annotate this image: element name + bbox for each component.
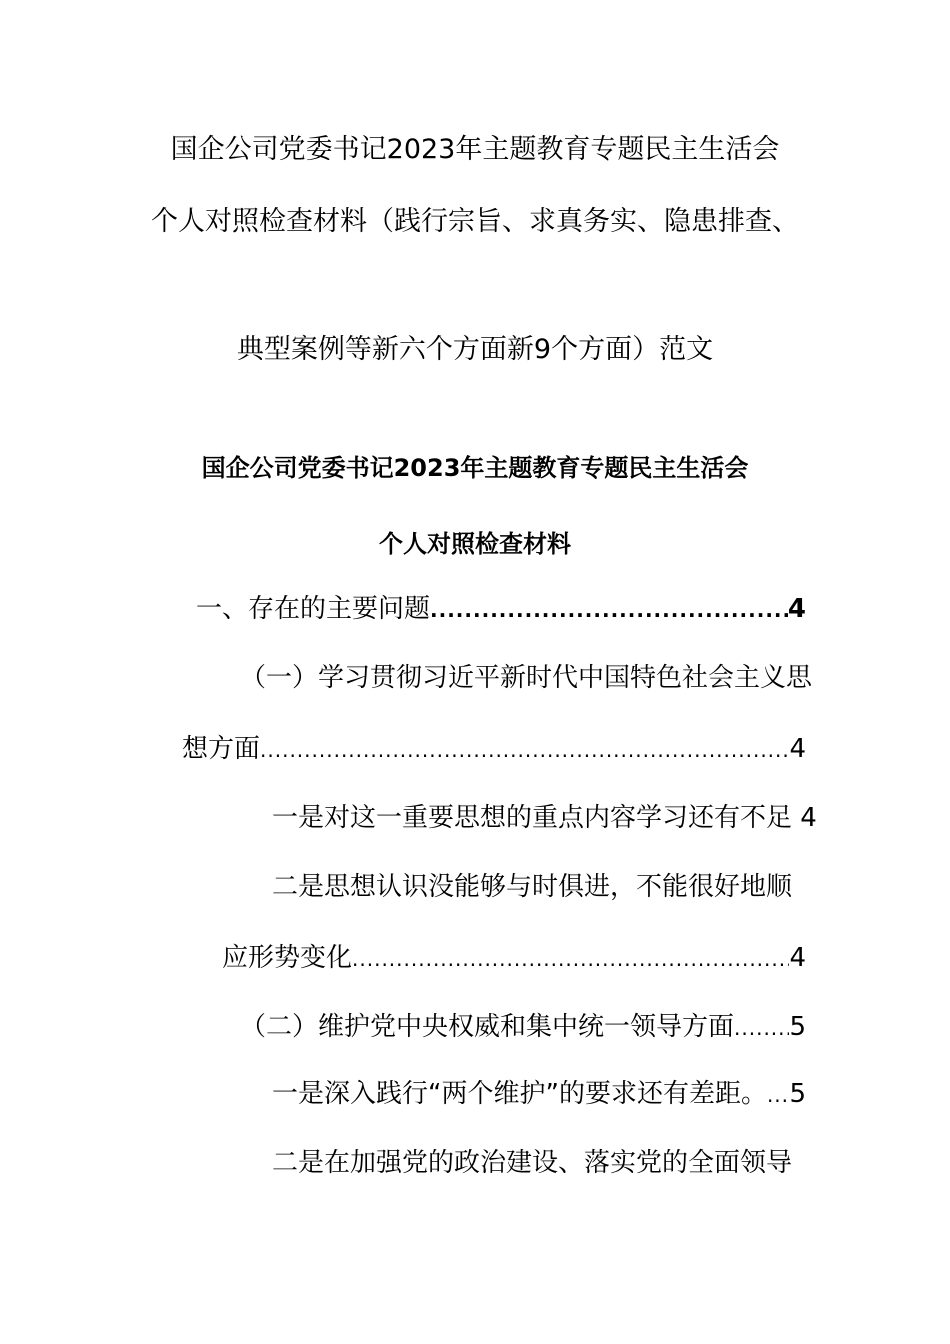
toc-leader <box>260 733 789 767</box>
toc-entry[interactable]: 二是在加强党的政治建设、落实党的全面领导 <box>272 1148 793 1178</box>
toc-entry-text: 应形势变化 <box>222 943 353 973</box>
toc-entry[interactable] <box>272 1077 806 1112</box>
toc-leader <box>767 1078 790 1112</box>
toc-entry[interactable] <box>182 732 806 767</box>
toc-leader <box>734 1011 789 1045</box>
doc-title-line-1: 国企公司党委书记2023年主题教育专题民主生活会 <box>201 454 749 482</box>
toc-leader <box>352 942 789 976</box>
toc-page-number: 4 <box>789 943 806 973</box>
toc-entry[interactable]: 一是对这一重要思想的重点内容学习还有不足 4 <box>272 803 817 833</box>
toc-page-number: 5 <box>789 1012 806 1042</box>
toc-leader <box>430 593 788 627</box>
toc-page-number: 4 <box>789 734 806 764</box>
toc-entry[interactable]: 二是思想认识没能够与时俱进，不能很好地顺 <box>272 872 793 902</box>
toc-entry[interactable]: （一）学习贯彻习近平新时代中国特色社会主义思 <box>240 663 813 693</box>
cover-title-line-3: 典型案例等新六个方面新9个方面）范文 <box>236 334 714 365</box>
toc-entry[interactable] <box>222 941 806 976</box>
toc-page-number: 4 <box>787 594 806 624</box>
cover-title-line-2: 个人对照检查材料（践行宗旨、求真务实、隐患排查、 <box>151 206 799 237</box>
toc-page-number: 5 <box>789 1079 806 1109</box>
toc-entry[interactable] <box>240 1010 806 1045</box>
toc-entry[interactable] <box>196 592 806 627</box>
doc-title-line-2: 个人对照检查材料 <box>379 530 571 558</box>
toc-entry-text: 想方面 <box>182 734 261 764</box>
cover-title-line-1: 国企公司党委书记2023年主题教育专题民主生活会 <box>170 134 780 165</box>
toc-entry-text: 一是深入践行“两个维护”的要求还有差距。 <box>272 1079 767 1109</box>
toc-entry-text: （二）维护党中央权威和集中统一领导方面 <box>240 1012 735 1042</box>
toc-entry-text: 一、存在的主要问题 <box>196 594 431 624</box>
